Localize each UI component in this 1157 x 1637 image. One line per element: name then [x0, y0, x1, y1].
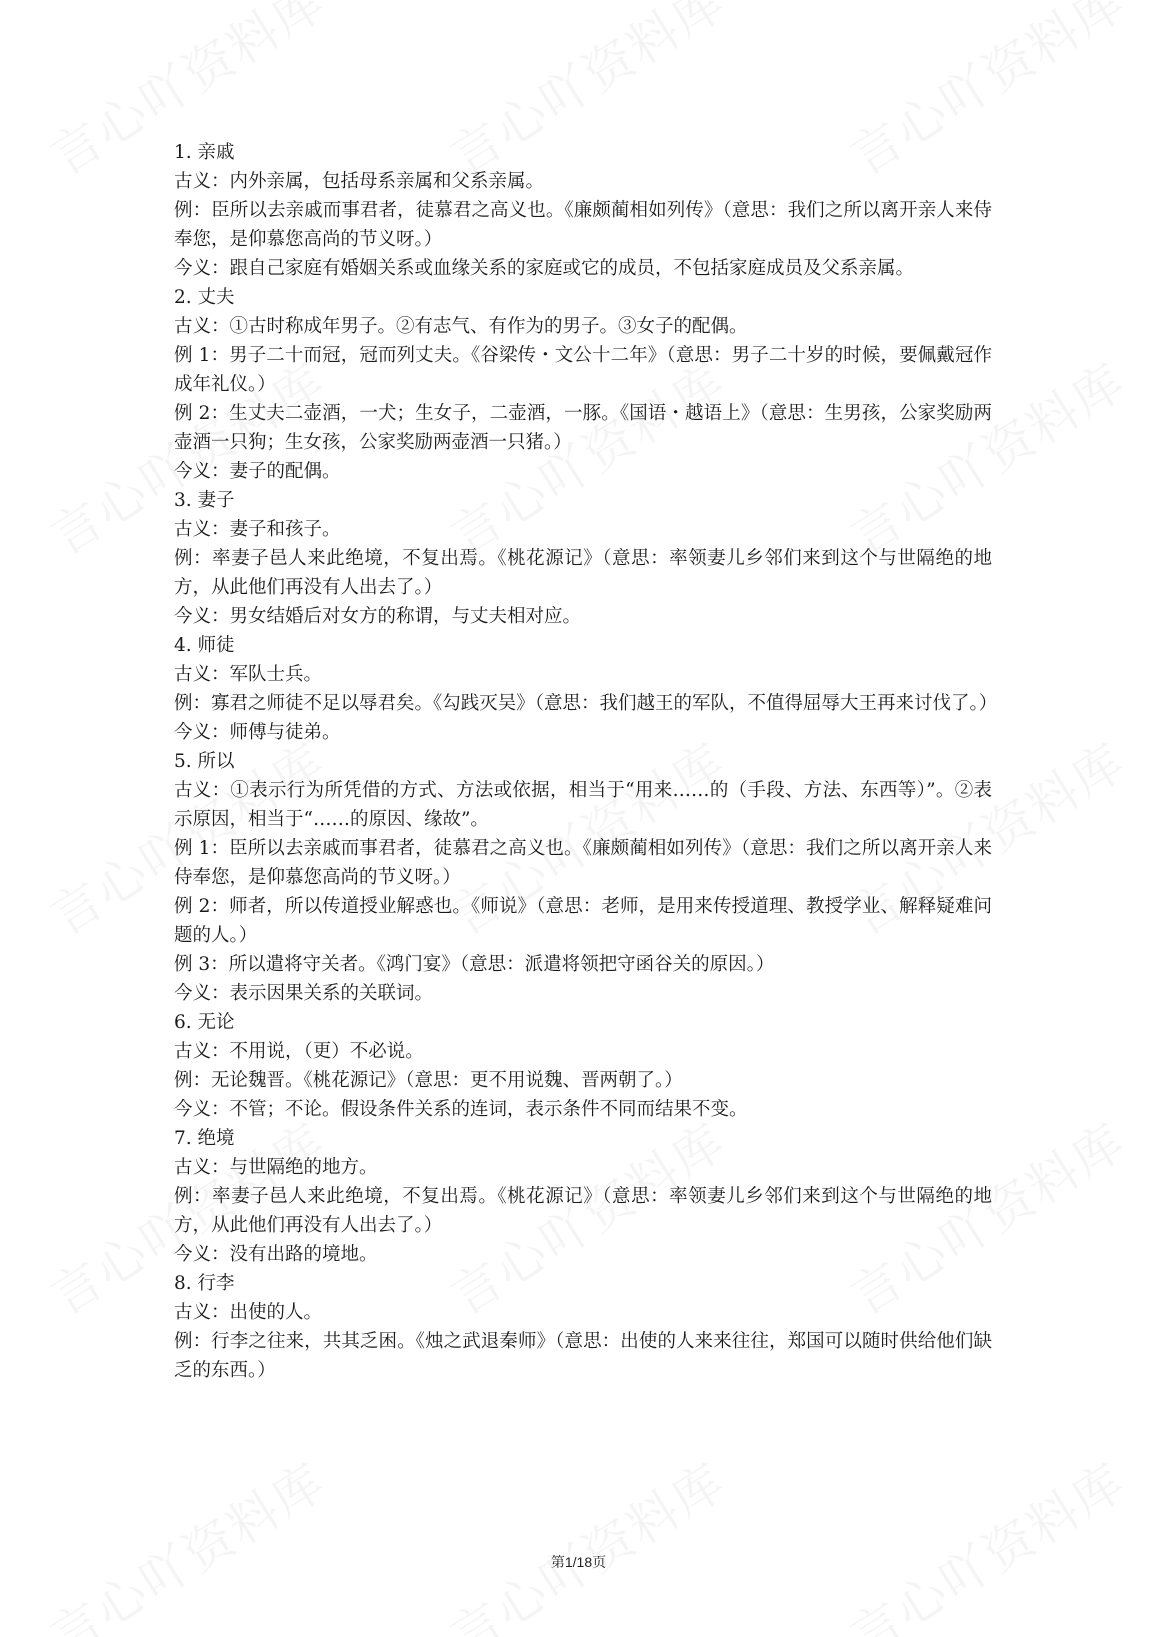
entry-xingli — [174, 1269, 992, 1385]
entry-line: 古义：出使的人。 — [174, 1302, 323, 1323]
entry-suoyi — [174, 747, 992, 1008]
entry-title: 8. 行李 — [174, 1273, 235, 1294]
entry-wulun — [174, 1008, 992, 1124]
entry-line: 例：寡君之师徒不足以辱君矣。《勾践灭吴》（意思：我们越王的军队，不值得屈辱大王再来讨伐了。） — [174, 693, 998, 714]
watermark — [835, 1443, 1138, 1637]
entry-juejing — [174, 1124, 992, 1269]
entry-title: 5. 所以 — [174, 751, 235, 772]
watermark — [35, 1443, 338, 1637]
entry-line: 古义：①古时称成年男子。②有志气、有作为的男子。③女子的配偶。 — [174, 316, 748, 337]
entry-line: 古义：不用说，（更）不必说。 — [174, 1041, 424, 1062]
watermark — [435, 1443, 738, 1637]
entry-line: 例 1：男子二十而冠，冠而列丈夫。《谷梁传・文公十二年》（意思：男子二十岁的时候，要佩戴冠作成年礼仪。） — [174, 345, 992, 395]
entry-line: 例 2：师者，所以传道授业解惑也。《师说》（意思：老师，是用来传授道理、教授学业、解释疑难问题的人。） — [174, 896, 992, 946]
entry-line: 例 3：所以遣将守关者。《鸿门宴》（意思：派遣将领把守函谷关的原因。） — [174, 954, 775, 975]
entry-line: 今义：没有出路的境地。 — [174, 1244, 378, 1265]
entry-line: 古义：妻子和孩子。 — [174, 519, 341, 540]
entry-line: 古义：军队士兵。 — [174, 664, 323, 685]
entry-line: 例 1：臣所以去亲戚而事君者，徒慕君之高义也。《廉颇蔺相如列传》（意思：我们之所以离开亲人来侍奉您，是仰慕您高尚的节义呀。） — [174, 838, 992, 888]
entry-line: 今义：跟自己家庭有婚姻关系或血缘关系的家庭或它的成员，不包括家庭成员及父系亲属。 — [174, 258, 915, 279]
entry-line: 古义：①表示行为所凭借的方式、方法或依据，相当于“用来……的（手段、方法、东西等）”。②表示原因，相当于“……的原因、缘故”。 — [174, 780, 992, 830]
entry-line: 古义：内外亲属，包括母系亲属和父系亲属。 — [174, 171, 545, 192]
entry-title: 6. 无论 — [174, 1012, 235, 1033]
entry-line: 今义：男女结婚后对女方的称谓，与丈夫相对应。 — [174, 606, 582, 627]
entry-line: 例 2：生丈夫二壶酒，一犬；生女子，二壶酒，一豚。《国语・越语上》（意思：生男孩，公家奖励两壶酒一只狗；生女孩，公家奖励两壶酒一只猪。） — [174, 403, 992, 453]
entry-line: 例：臣所以去亲戚而事君者，徒慕君之高义也。《廉颇蔺相如列传》（意思：我们之所以离开亲人来侍奉您，是仰慕您高尚的节义呀。） — [174, 200, 992, 250]
entry-line: 今义：表示因果关系的关联词。 — [174, 983, 434, 1004]
entry-title: 3. 妻子 — [174, 490, 235, 511]
entry-zhangfu — [174, 283, 992, 486]
entry-line: 例：行李之往来，共其乏困。《烛之武退秦师》（意思：出使的人来来往往，郑国可以随时供给他们缺乏的东西。） — [174, 1331, 992, 1381]
entry-line: 今义：妻子的配偶。 — [174, 461, 341, 482]
entry-line: 例：率妻子邑人来此绝境，不复出焉。《桃花源记》（意思：率领妻儿乡邻们来到这个与世隔绝的地方，从此他们再没有人出去了。） — [174, 1186, 992, 1236]
entry-title: 7. 绝境 — [174, 1128, 235, 1149]
entry-line: 例：率妻子邑人来此绝境，不复出焉。《桃花源记》（意思：率领妻儿乡邻们来到这个与世隔绝的地方，从此他们再没有人出去了。） — [174, 548, 992, 598]
entry-shitu — [174, 631, 998, 747]
entry-line: 例：无论魏晋。《桃花源记》（意思：更不用说魏、晋两朝了。） — [174, 1070, 683, 1091]
entry-line: 古义：与世隔绝的地方。 — [174, 1157, 378, 1178]
page-number: 第1/18页 — [550, 1554, 607, 1570]
entry-qinqi — [174, 138, 992, 283]
entry-title: 2. 丈夫 — [174, 287, 235, 308]
entry-line: 今义：师傅与徒弟。 — [174, 722, 341, 743]
entry-line: 今义：不管；不论。假设条件关系的连词，表示条件不同而结果不变。 — [174, 1099, 748, 1120]
entry-title: 4. 师徒 — [174, 635, 235, 656]
entry-qizi — [174, 486, 992, 631]
page-content — [174, 138, 998, 1385]
entry-title: 1. 亲戚 — [174, 142, 235, 163]
